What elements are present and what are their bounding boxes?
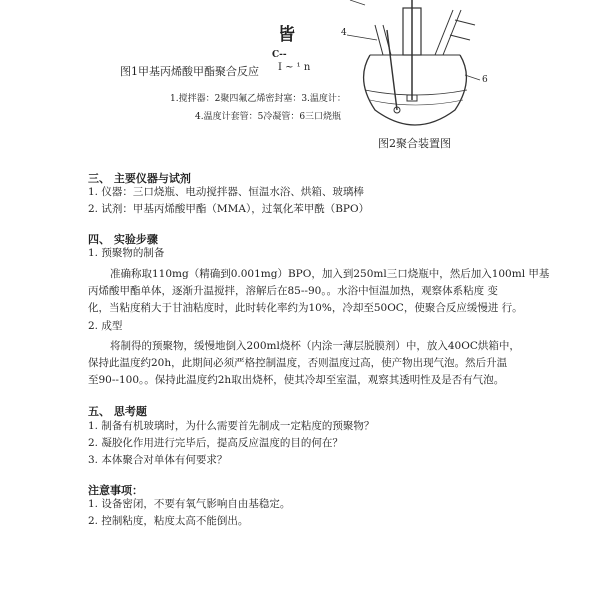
question-1: 1. 制备有机玻璃时，为什么需要首先制成一定粘度的预聚物？ [88,420,375,432]
question-3: 3. 本体聚合对单体有何要求？ [88,454,228,466]
diagram-label-6: 6 [482,75,488,85]
diagram-label-4: 4 [341,28,347,38]
note-2: 2. 控制粘度，粘度太高不能倒出。 [88,515,249,527]
section3-item2: 2. 试剂：甲基丙烯酸甲酯（MMA），过氧化苯甲酰（BPO） [88,203,370,215]
step2-line2: 保持此温度约20h，此期间必须严格控制温度，否则温度过高，使产物出现气泡。然后升温 [88,357,508,369]
polymerization-apparatus-diagram [335,0,495,135]
notes-title: 注意事项： [88,484,143,497]
figure1-legend-line1: 1.搅拌器：2聚四氟乙烯密封塞：3.温度计： [170,94,346,104]
section5-title: 五、 思考题 [88,405,147,418]
figure1-legend-line2: 4.温度计套管：5冷凝管：6三口烧瓶 [195,112,342,122]
figure1-caption: 图1甲基丙烯酸甲酯聚合反应 [120,65,259,78]
step2-line3: 至90--100。。保持此温度约2h取出烧杯，使其冷却至室温，观察其透明性及是否有气泡。 [88,374,505,386]
step1-line3: 化，当粘度稍大于甘油粘度时，此时转化率约为10%，冷却至50OC，使聚合反应缓慢进 行。 [88,302,523,314]
question-2: 2. 凝胶化作用进行完毕后，提高反应温度的目的何在？ [88,437,343,449]
step2-title: 2. 成型 [88,320,123,332]
section4-title: 四、 实验步骤 [88,233,158,246]
step1-line2: 丙烯酸甲酯单体，逐渐升温搅拌，溶解后在85--90。。水浴中恒温加热，观察体系粘度 变 [88,285,498,297]
figure1-top-char: 皆 [278,25,295,45]
formula-bottom: I ~ ¹ n [278,62,311,73]
section3-item1: 1. 仪器：三口烧瓶、电动搅拌器、恒温水浴、烘箱、玻璃棒 [88,186,364,198]
step2-line1: 将制得的预聚物，缓慢地倒入200ml烧杯（内涂一薄层脱膜剂）中，放入40OC烘箱中， [110,340,520,352]
note-1: 1. 设备密闭，不要有氧气影响自由基稳定。 [88,498,291,510]
step1-title: 1. 预聚物的制备 [88,247,165,259]
figure2-caption: 图2聚合装置图 [378,137,451,150]
step1-line1: 准确称取110mg（精确到0.001mg）BPO，加入到250ml三口烧瓶中，然后加入100ml 甲基 [110,268,550,280]
section3-title: 三、 主要仪器与试剂 [88,172,191,185]
formula-top: C-- [272,50,287,60]
